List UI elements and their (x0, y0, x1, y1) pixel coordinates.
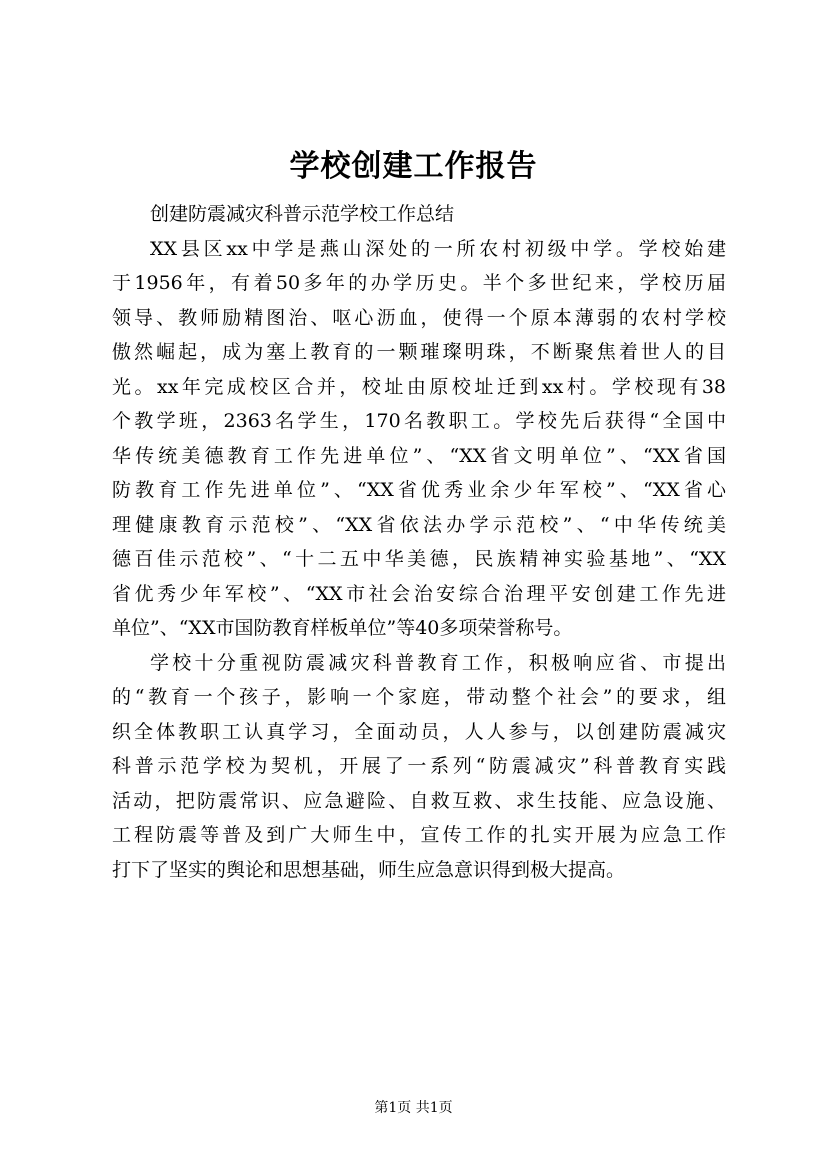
paragraph-2 (112, 646, 726, 888)
paragraph-line: 织全体教职工认真学习，全面动员，人人参与，以创建防震减灾 (112, 720, 726, 743)
document-subtitle: 创建防震减灾科普示范学校工作总结 (150, 203, 455, 225)
paragraph-line: 活动，把防震常识、应急避险、自救互救、求生技能、应急设施、 (112, 789, 726, 812)
paragraph-line: 理健康教育示范校”、“XX省依法办学示范校”、“中华传统美 (112, 513, 726, 536)
paragraph-line: 学校十分重视防震减灾科普教育工作，积极响应省、市提出 (150, 651, 726, 674)
paragraph-line: 个教学班，2363名学生，170名教职工。学校先后获得“全国中 (112, 410, 726, 432)
paragraph-line: 德百佳示范校”、“十二五中华美德，民族精神实验基地”、“XX (112, 548, 726, 570)
paragraph-line: 傲然崛起，成为塞上教育的一颗璀璨明珠，不断聚焦着世人的目 (112, 341, 726, 363)
paragraph-line: 省优秀少年军校”、“XX市社会治安综合治理平安创建工作先进 (112, 582, 726, 605)
page-footer: 第1页 共1页 (374, 1100, 453, 1116)
paragraph-line: 的“教育一个孩子，影响一个家庭，带动整个社会”的要求，组 (112, 686, 726, 708)
paragraph-line: XX县区xx中学是燕山深处的一所农村初级中学。学校始建 (150, 237, 726, 260)
paragraph-line: 工程防震等普及到广大师生中，宣传工作的扎实开展为应急工作 (112, 824, 726, 846)
paragraph-line: 于1956年，有着50多年的办学历史。半个多世纪来，学校历届 (112, 272, 726, 294)
paragraph-1 (112, 232, 726, 646)
paragraph-line: 打下了坚实的舆论和思想基础，师生应急意识得到极大提高。 (112, 858, 626, 881)
paragraph-line: 光。xx年完成校区合并，校址由原校址迁到xx村。学校现有38 (112, 375, 726, 398)
document-body (112, 197, 726, 887)
paragraph-line: 单位”、“XX市国防教育样板单位”等40多项荣誉称号。 (112, 617, 573, 639)
paragraph-line: 防教育工作先进单位”、“XX省优秀业余少年军校”、“XX省心 (112, 479, 726, 501)
paragraph-line: 科普示范学校为契机，开展了一系列“防震减灾”科普教育实践 (112, 755, 726, 777)
document-title: 学校创建工作报告 (289, 149, 538, 184)
paragraph-line: 华传统美德教育工作先进单位”、“XX省文明单位”、“XX省国 (112, 444, 726, 467)
paragraph-line: 领导、教师励精图治、呕心沥血，使得一个原本薄弱的农村学校 (112, 306, 726, 329)
